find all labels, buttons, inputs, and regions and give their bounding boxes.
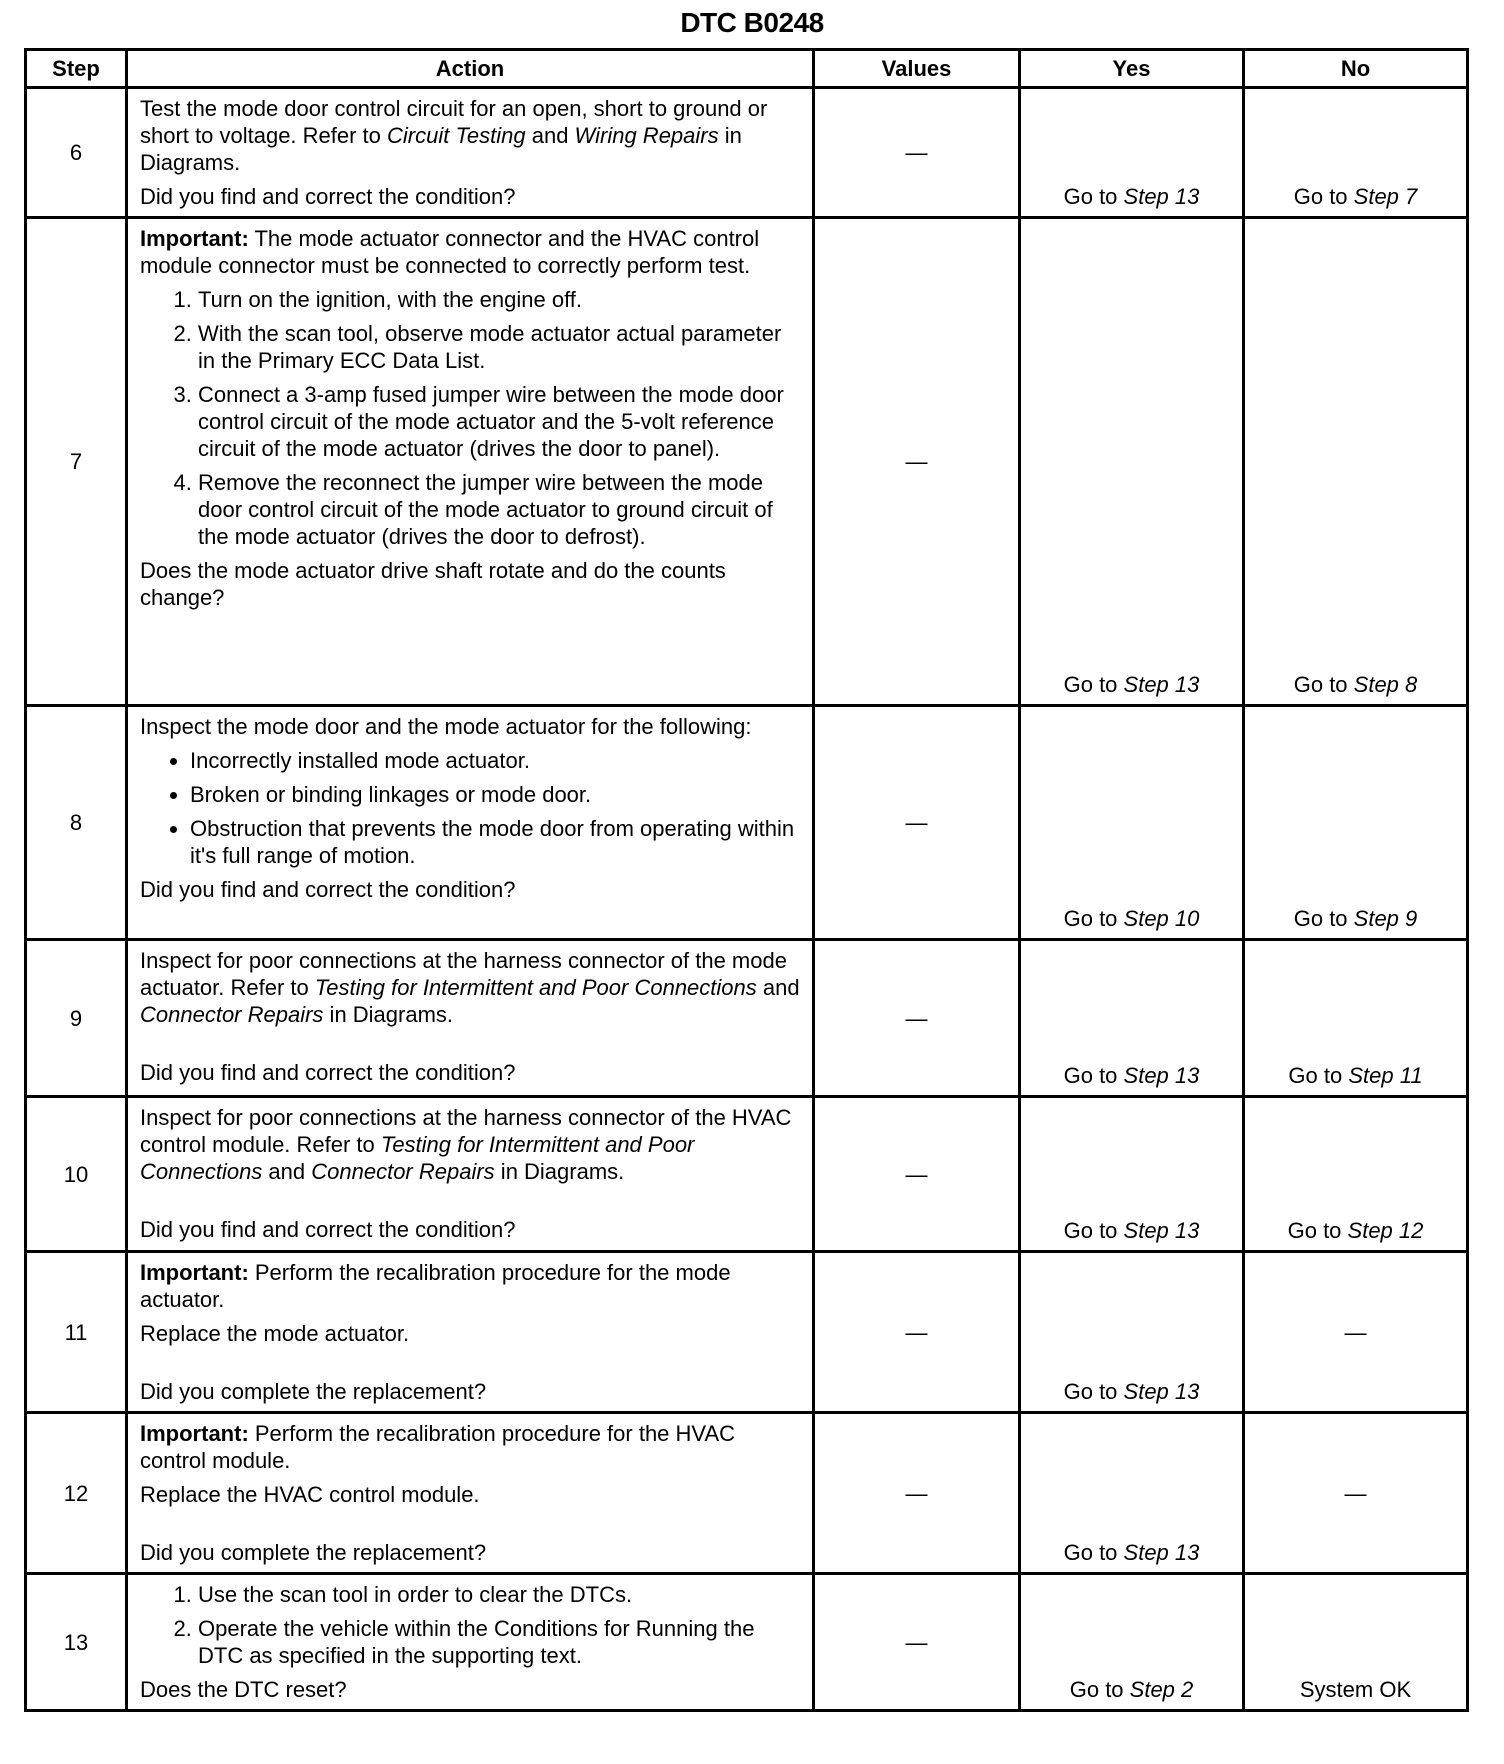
reference-link-text: Wiring Repairs	[574, 123, 719, 148]
action-text: in Diagrams.	[140, 123, 742, 175]
important-text: Perform the recalibration procedure for the HVAC control module.	[140, 1421, 736, 1473]
goto-step: Step 10	[1123, 906, 1200, 931]
goto-prefix: Go to	[1063, 1540, 1124, 1565]
goto-step: Step 13	[1123, 1218, 1200, 1243]
yes-cell	[1020, 1574, 1244, 1711]
important-label: Important:	[140, 226, 249, 251]
no-cell	[1244, 706, 1468, 940]
spacer	[140, 1515, 800, 1539]
reference-link-text: Connector Repairs	[140, 1002, 324, 1027]
table-row	[26, 1252, 1468, 1413]
step-number: 6	[26, 88, 127, 218]
goto-prefix: Go to	[1063, 184, 1124, 209]
header-yes: Yes	[1020, 50, 1244, 88]
goto-prefix: Go to	[1063, 672, 1124, 697]
action-cell	[127, 706, 814, 940]
list-item: 2. Operate the vehicle within the Conditions for Running the DTC as specified in the supporting text.	[198, 1615, 800, 1669]
header-values: Values	[814, 50, 1020, 88]
values-cell: —	[814, 706, 1020, 940]
goto-prefix: Go to	[1287, 1218, 1348, 1243]
action-text: in Diagrams.	[494, 1159, 625, 1184]
table-row	[26, 1097, 1468, 1252]
table-row	[26, 706, 1468, 940]
action-cell	[127, 1252, 814, 1413]
action-text: Inspect for poor connections at the harness connector of the HVAC control module. Refer to	[140, 1105, 792, 1157]
action-instruction: Replace the mode actuator.	[140, 1321, 410, 1346]
numbered-list	[140, 1581, 800, 1669]
goto-prefix: Go to	[1063, 1063, 1124, 1088]
goto-step: Step 13	[1123, 1379, 1200, 1404]
step-number: 10	[26, 1097, 127, 1252]
action-text: Inspect for poor connections at the harness connector of the mode actuator. Refer to	[140, 948, 787, 1000]
list-item: • Obstruction that prevents the mode door from operating within it's full range of motion.	[190, 815, 800, 869]
table-row	[26, 1574, 1468, 1711]
values-cell: —	[814, 1574, 1020, 1711]
list-item: 3. Connect a 3-amp fused jumper wire between the mode door control circuit of the mode actuator and the 5-volt reference circuit of the mode actuator (drives the door to panel).	[198, 381, 800, 462]
step-number: 13	[26, 1574, 127, 1711]
table-row	[26, 218, 1468, 706]
goto-prefix: Go to	[1293, 184, 1354, 209]
step-number: 11	[26, 1252, 127, 1413]
list-item: 1. Turn on the ignition, with the engine off.	[198, 286, 800, 313]
action-cell	[127, 1097, 814, 1252]
action-paragraph: Inspect the mode door and the mode actuator for the following:	[140, 714, 752, 739]
reference-link-text: Circuit Testing	[387, 123, 526, 148]
header-action: Action	[127, 50, 814, 88]
goto-step: Step 7	[1353, 184, 1418, 209]
important-label: Important:	[140, 1421, 249, 1446]
step-number: 7	[26, 218, 127, 706]
action-question: Does the DTC reset?	[140, 1677, 347, 1702]
reference-link-text: Testing for Intermittent and Poor Connections	[314, 975, 757, 1000]
action-cell	[127, 218, 814, 706]
numbered-list	[140, 286, 800, 550]
list-item: • Broken or binding linkages or mode door.	[190, 781, 800, 808]
action-cell	[127, 1574, 814, 1711]
action-question: Did you find and correct the condition?	[140, 1217, 516, 1242]
action-text: and	[756, 975, 800, 1000]
yes-cell	[1020, 1252, 1244, 1413]
action-question: Does the mode actuator drive shaft rotate and do the counts change?	[140, 558, 726, 610]
yes-cell	[1020, 88, 1244, 218]
goto-step: Step 8	[1353, 672, 1418, 697]
goto-step: Step 13	[1123, 672, 1200, 697]
action-question: Did you find and correct the condition?	[140, 184, 516, 209]
yes-cell	[1020, 1413, 1244, 1574]
important-text: The mode actuator connector and the HVAC control module connector must be connected to correctly perform test.	[140, 226, 760, 278]
list-item: • Incorrectly installed mode actuator.	[190, 747, 800, 774]
action-question: Did you find and correct the condition?	[140, 877, 516, 902]
action-paragraph	[140, 1104, 800, 1185]
header-row	[26, 50, 1468, 88]
action-cell	[127, 1413, 814, 1574]
no-cell	[1244, 940, 1468, 1097]
goto-step: Step 2	[1129, 1677, 1194, 1702]
no-cell: —	[1244, 1252, 1468, 1413]
goto-step: Step 9	[1353, 906, 1418, 931]
step-number: 8	[26, 706, 127, 940]
diagnostic-table	[24, 48, 1469, 1712]
no-cell	[1244, 218, 1468, 706]
action-text: and	[262, 1159, 312, 1184]
values-cell: —	[814, 1252, 1020, 1413]
important-text: Perform the recalibration procedure for the mode actuator.	[140, 1260, 731, 1312]
goto-prefix: Go to	[1293, 906, 1354, 931]
spacer	[140, 1354, 800, 1378]
action-instruction: Replace the HVAC control module.	[140, 1482, 480, 1507]
no-cell	[1244, 88, 1468, 218]
table-row	[26, 1413, 1468, 1574]
no-cell: —	[1244, 1413, 1468, 1574]
goto-prefix: Go to	[1063, 1379, 1124, 1404]
action-text: Test the mode door control circuit for an open, short to ground or short to voltage. Refer to	[140, 96, 768, 148]
spacer	[140, 1192, 800, 1216]
table-row	[26, 940, 1468, 1097]
goto-step: Step 13	[1123, 1063, 1200, 1088]
values-cell: —	[814, 940, 1020, 1097]
important-note	[140, 1259, 800, 1313]
action-paragraph	[140, 95, 800, 176]
values-cell: —	[814, 88, 1020, 218]
action-text: in Diagrams.	[323, 1002, 454, 1027]
goto-prefix: Go to	[1069, 1677, 1130, 1702]
reference-link-text: Testing for Intermittent and Poor Connections	[140, 1132, 695, 1184]
important-note	[140, 1420, 800, 1474]
action-question: Did you complete the replacement?	[140, 1540, 487, 1565]
list-item: 2. With the scan tool, observe mode actuator actual parameter in the Primary ECC Data List.	[198, 320, 800, 374]
goto-step: Step 13	[1123, 1540, 1200, 1565]
goto-prefix: Go to	[1288, 1063, 1349, 1088]
spacer	[140, 1035, 800, 1059]
header-no: No	[1244, 50, 1468, 88]
yes-cell	[1020, 218, 1244, 706]
goto-step: Step 12	[1347, 1218, 1424, 1243]
values-cell: —	[814, 218, 1020, 706]
list-item: 1. Use the scan tool in order to clear the DTCs.	[198, 1581, 800, 1608]
list-item: 4. Remove the reconnect the jumper wire between the mode door control circuit of the mode actuator to ground circuit of the mode actuator (drives the door to defrost).	[198, 469, 800, 550]
goto-step: Step 13	[1123, 184, 1200, 209]
no-cell: System OK	[1244, 1574, 1468, 1711]
table-row	[26, 88, 1468, 218]
yes-cell	[1020, 1097, 1244, 1252]
goto-prefix: Go to	[1063, 1218, 1124, 1243]
action-paragraph	[140, 947, 800, 1028]
action-question: Did you complete the replacement?	[140, 1379, 487, 1404]
action-text: and	[525, 123, 575, 148]
values-cell: —	[814, 1413, 1020, 1574]
action-cell	[127, 940, 814, 1097]
action-cell	[127, 88, 814, 218]
step-number: 9	[26, 940, 127, 1097]
yes-cell	[1020, 940, 1244, 1097]
important-label: Important:	[140, 1260, 249, 1285]
action-question: Did you find and correct the condition?	[140, 1060, 516, 1085]
goto-prefix: Go to	[1293, 672, 1354, 697]
values-cell: —	[814, 1097, 1020, 1252]
important-note	[140, 225, 800, 279]
yes-cell	[1020, 706, 1244, 940]
reference-link-text: Connector Repairs	[311, 1159, 495, 1184]
bullet-list	[140, 747, 800, 869]
goto-prefix: Go to	[1063, 906, 1124, 931]
no-cell	[1244, 1097, 1468, 1252]
goto-step: Step 11	[1348, 1063, 1423, 1088]
header-step: Step	[26, 50, 127, 88]
step-number: 12	[26, 1413, 127, 1574]
page-title: DTC B0248	[680, 7, 824, 38]
